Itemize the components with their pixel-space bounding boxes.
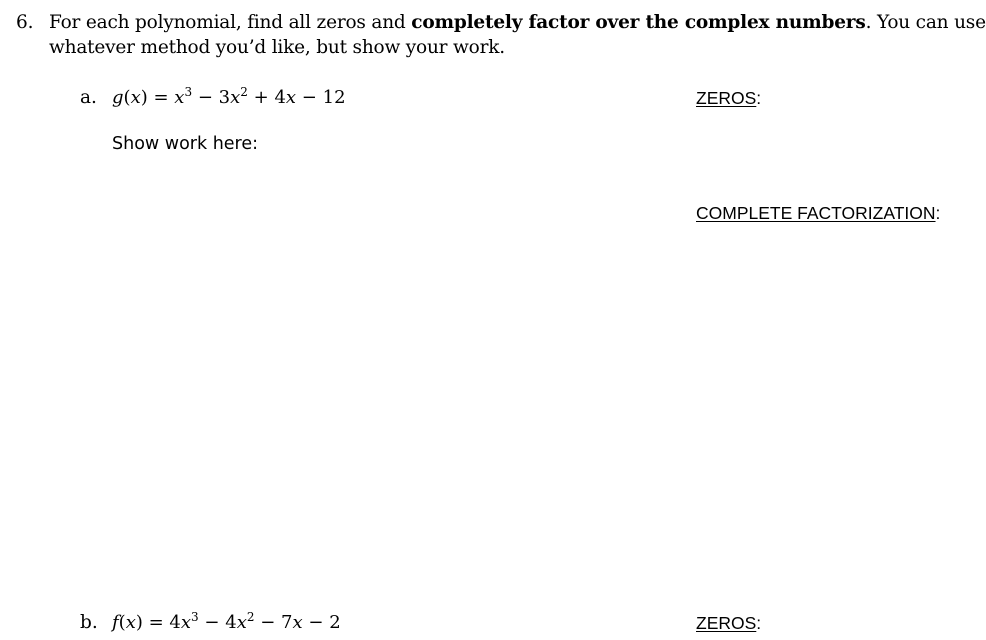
show-work-label: Show work here: [112, 134, 259, 154]
function-name: g [112, 87, 124, 108]
question-text-bold: completely factor over the complex numbers [411, 12, 866, 33]
operator-2: − [260, 612, 276, 633]
term-2-exponent: 2 [240, 85, 248, 99]
part-a-equation: $g(x) = x^3 - 3x^2 + 4x - 12$ [112, 85, 346, 108]
zeros-label-text: ZEROS [696, 613, 757, 633]
constant-term: 12 [322, 87, 346, 108]
term-2-coefficient: 3 [218, 87, 231, 108]
term-1-coefficient: 4 [169, 612, 181, 633]
term-1-variable: x [174, 87, 185, 108]
part-b-zeros-label: ZEROS: [696, 613, 762, 633]
term-1-exponent: 3 [184, 85, 193, 99]
question-text-line-2: whatever method you’d like, but show your work. [49, 37, 505, 58]
term-3-coefficient: 4 [274, 87, 286, 108]
part-a-factorization-label: COMPLETE FACTORIZATION: [696, 203, 941, 223]
operator-3: − [301, 87, 317, 108]
part-a-zeros-label: ZEROS: [696, 88, 762, 108]
operator-3: − [308, 612, 324, 633]
operator-2: + [253, 87, 269, 108]
factorization-label-text: COMPLETE FACTORIZATION [696, 203, 936, 223]
question-text-line-1 [49, 12, 986, 33]
function-variable: x [125, 612, 136, 633]
part-b-label: b. [80, 612, 98, 633]
term-1-variable: x [180, 612, 192, 633]
operator-1: − [197, 87, 213, 108]
function-name: f [112, 612, 119, 633]
term-2-coefficient: 4 [225, 612, 237, 633]
question-number: 6. [16, 12, 34, 33]
term-1-exponent: 3 [191, 610, 199, 624]
part-b-equation: $f(x) = 4x^3 - 4x^2 - 7x - 2$ [112, 610, 341, 633]
term-2-variable: x [230, 87, 241, 108]
term-2-variable: x [236, 612, 247, 633]
term-3-variable: x [292, 612, 303, 633]
operator-1: − [204, 612, 220, 633]
part-a-label: a. [80, 87, 97, 108]
term-2-exponent: 2 [246, 610, 255, 624]
function-variable: x [130, 87, 141, 108]
zeros-label-text: ZEROS [696, 88, 757, 108]
term-3-variable: x [285, 87, 297, 108]
question-text-plain-end: . You can use [865, 12, 986, 33]
question-text-plain: For each polynomial, find all zeros and [49, 12, 412, 33]
constant-term: 2 [329, 612, 341, 633]
term-3-coefficient: 7 [281, 612, 293, 633]
